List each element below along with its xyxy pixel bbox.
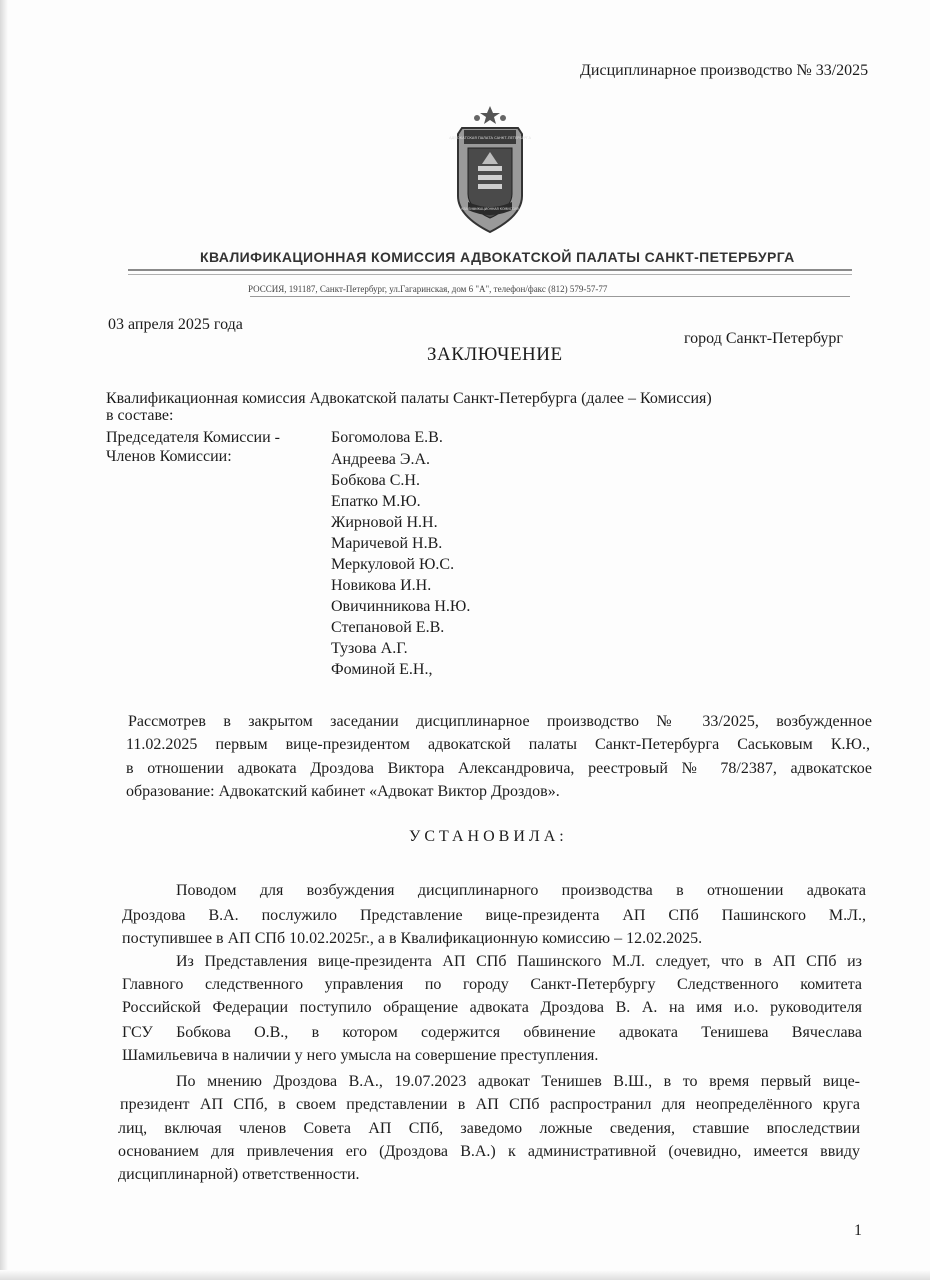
- paragraph2-line: Российской Федерации поступило обращение адвоката Дроздова В. А. на имя и.о. руководителя: [122, 999, 862, 1016]
- members-label: Членов Комиссии:: [106, 448, 232, 465]
- commission-member: Новикова И.Н.: [331, 577, 432, 594]
- commission-member: Тузова А.Г.: [331, 640, 408, 657]
- commission-member: Степановой Е.В.: [331, 619, 445, 636]
- paragraph2-line: Шамильевича в наличии у него умысла на совершение преступления.: [122, 1047, 599, 1064]
- document-city: город Санкт-Петербург: [684, 330, 843, 347]
- considered-line: в отношении адвоката Дроздова Виктора Александровича, реестровый № 78/2387, адвокатское: [126, 760, 872, 777]
- commission-member: Жирновой Н.Н.: [331, 514, 438, 531]
- case-number: Дисциплинарное производство № 33/2025: [580, 62, 869, 79]
- address-underline: [250, 296, 850, 297]
- intro-line: Квалификационная комиссия Адвокатской палаты Санкт-Петербурга (далее – Комиссия): [106, 390, 712, 407]
- paragraph3-line: президент АП СПб, в своем представлении в АП СПб распространил для неопределённого круга: [120, 1096, 860, 1113]
- commission-member: Андреева Э.А.: [331, 451, 431, 468]
- document-date: 03 апреля 2025 года: [108, 316, 243, 333]
- commission-member: Богомолова Е.В.: [331, 429, 443, 446]
- paragraph2-line: Главного следственного управления по городу Санкт-Петербургу Следственного комитета: [122, 976, 862, 993]
- considered-line: Рассмотрев в закрытом заседании дисциплинарное производство № 33/2025, возбужденное: [128, 713, 872, 730]
- commission-member: Маричевой Н.В.: [331, 535, 443, 552]
- header-divider: [128, 269, 852, 271]
- organization-name: КВАЛИФИКАЦИОННАЯ КОМИССИЯ АДВОКАТСКОЙ ПАЛАТЫ САНКТ-ПЕТЕРБУРГА: [200, 249, 795, 265]
- commission-member: Меркуловой Ю.С.: [331, 556, 455, 573]
- header-divider-thin: [128, 274, 852, 275]
- paragraph2-line: ГСУ Бобкова О.В., в котором содержится обвинение адвоката Тенишева Вячеслава: [122, 1024, 862, 1041]
- intro-line: в составе:: [106, 407, 174, 424]
- paragraph3-line: лиц, включая членов Совета АП СПб, заведомо ложные сведения, ставшие впоследствии: [118, 1120, 860, 1137]
- page-bottom-shadow: [0, 1270, 930, 1280]
- paragraph3-line: дисциплинарной) ответственности.: [118, 1166, 360, 1183]
- ruling-heading: УСТАНОВИЛА:: [409, 828, 568, 845]
- bar-association-emblem: [448, 104, 532, 236]
- considered-line: образование: Адвокатский кабинет «Адвокат Виктор Дроздов».: [126, 783, 560, 800]
- paragraph2-line: Из Представления вице-президента АП СПб Пашинского М.Л. следует, что в АП СПб из: [176, 953, 862, 970]
- commission-member: Епатко М.Ю.: [331, 493, 421, 510]
- paragraph1-line: Поводом для возбуждения дисциплинарного производства в отношении адвоката: [176, 882, 866, 899]
- emblem-top-text: АДВОКАТСКАЯ ПАЛАТА САНКТ-ПЕТЕРБУРГА: [449, 136, 531, 140]
- paragraph3-line: По мнению Дроздова В.А., 19.07.2023 адвокат Тенишев В.Ш., в то время первый вице-: [176, 1073, 860, 1090]
- paragraph1-line: поступившее в АП СПб 10.02.2025г., а в Квалификационную комиссию – 12.02.2025.: [122, 930, 703, 947]
- commission-member: Фоминой Е.Н.,: [331, 661, 433, 678]
- page-left-shadow: [0, 0, 8, 1280]
- organization-address: РОССИЯ, 191187, Санкт-Петербург, ул.Гагаринская, дом 6 "А", телефон/факс (812) 579-57-77: [248, 284, 608, 294]
- emblem-bottom-text: КВАЛИФИКАЦИОННАЯ КОМИССИЯ: [461, 207, 519, 211]
- document-title: ЗАКЛЮЧЕНИЕ: [427, 344, 563, 365]
- commission-member: Бобкова С.Н.: [331, 472, 420, 489]
- chair-label: Председателя Комиссии -: [106, 429, 280, 446]
- paragraph1-line: Дроздова В.А. послужило Представление вице-президента АП СПб Пашинского М.Л.,: [122, 907, 866, 924]
- paragraph3-line: основанием для привлечения его (Дроздова В.А.) к административной (очевидно, имеется ввиду: [118, 1143, 860, 1160]
- commission-member: Овичинникова Н.Ю.: [331, 598, 471, 615]
- page-number: 1: [854, 1222, 862, 1239]
- considered-line: 11.02.2025 первым вице-президентом адвокатской палаты Санкт-Петербурга Саськовым К.Ю.,: [126, 736, 870, 753]
